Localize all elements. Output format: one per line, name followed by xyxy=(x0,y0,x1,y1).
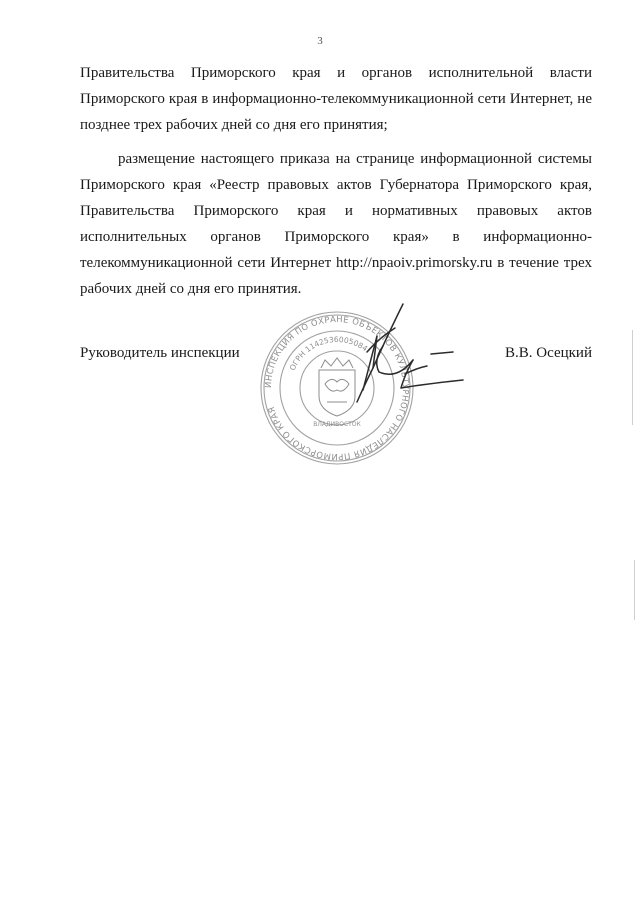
page-number: 3 xyxy=(317,35,323,47)
scan-edge-mark xyxy=(634,560,635,620)
paragraph-continuation xyxy=(80,60,592,138)
text-line: Правительства Приморского края и нормативных правовых актов xyxy=(80,203,592,219)
text-line: Правительства Приморского края и органов исполнительной власти xyxy=(80,65,592,81)
seal-ring-text: ИНСПЕКЦИЯ ПО ОХРАНЕ ОБЪЕКТОВ КУЛЬТУРНОГО НАСЛЕДИЯ ПРИМОРСКОГО КРАЯ xyxy=(262,313,412,463)
official-seal xyxy=(255,298,470,473)
text-line: рабочих дней со дня его принятия. xyxy=(80,281,302,297)
handwritten-signature xyxy=(357,304,463,402)
text-line: Приморского края в информационно-телекоммуникационной сети Интернет, не xyxy=(80,91,592,107)
seal-stamp xyxy=(261,312,413,464)
text-line: Приморского края «Реестр правовых актов Губернатора Приморского края, xyxy=(80,177,592,193)
text-line: позднее трех рабочих дней со дня его принятия; xyxy=(80,117,388,133)
coat-of-arms-emblem xyxy=(319,358,355,416)
text-line: размещение настоящего приказа на странице информационной системы xyxy=(118,151,592,167)
text-line: исполнительных органов Приморского края» в информационно- xyxy=(80,229,592,245)
seal-center-text: ВЛАДИВОСТОК xyxy=(313,421,361,428)
text-line: телекоммуникационной сети Интернет http://npaoiv.primorsky.ru в течение трех xyxy=(80,255,592,271)
document-body xyxy=(80,60,592,302)
seal-ogrn-text: ОГРН 1142536005084 xyxy=(287,334,370,372)
scan-edge-mark xyxy=(632,330,633,425)
signatory-position: Руководитель инспекции xyxy=(80,345,240,361)
signatory-name: В.В. Осецкий xyxy=(505,345,592,361)
paragraph-publication xyxy=(80,146,592,302)
